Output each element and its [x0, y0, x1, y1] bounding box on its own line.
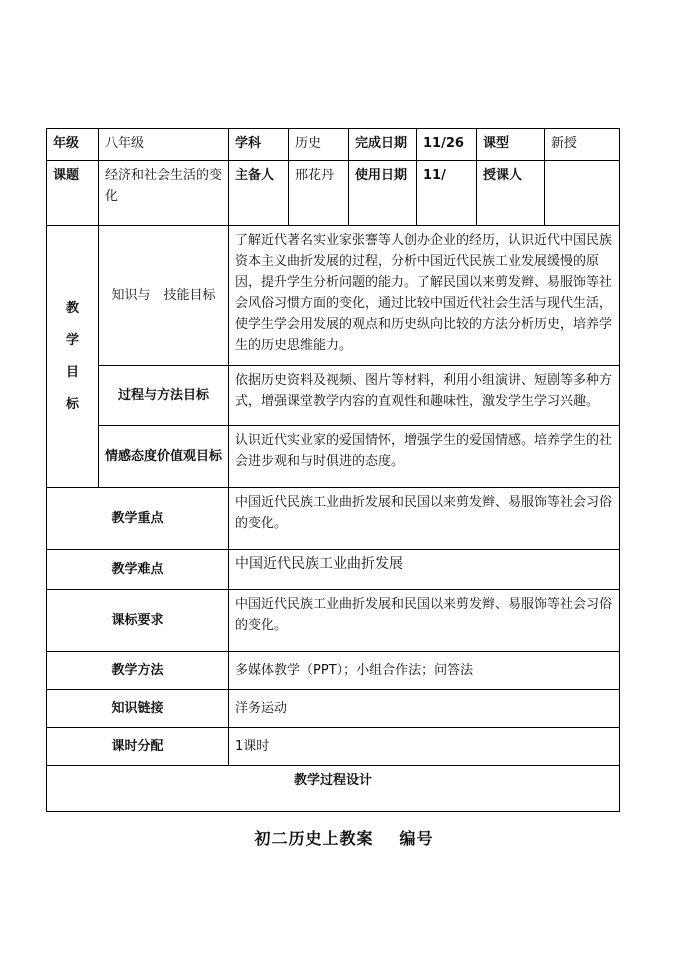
teaching-goals-label [47, 226, 99, 488]
type-label: 课型 [477, 129, 545, 161]
grade-value: 八年级 [99, 129, 229, 161]
goals-char: 学 [65, 332, 79, 348]
process-goal-label: 过程与方法目标 [99, 366, 229, 426]
date-use-value: 11/ [417, 161, 477, 226]
subject-label: 学科 [229, 129, 289, 161]
goals-char: 目 [65, 364, 79, 380]
difficult-point-label: 教学难点 [47, 550, 229, 590]
standard-label: 课标要求 [47, 590, 229, 652]
preparer-value: 邢花丹 [289, 161, 349, 226]
knowledge-goal-label: 知识与 技能目标 [99, 226, 229, 366]
preparer-label: 主备人 [229, 161, 289, 226]
footer-number-label: 编号 [399, 829, 434, 848]
date-done-label: 完成日期 [349, 129, 417, 161]
key-point-label: 教学重点 [47, 488, 229, 550]
standard-text: 中国近代民族工业曲折发展和民国以来剪发辫、易服饰等社会习俗的变化。 [229, 590, 620, 652]
date-use-label: 使用日期 [349, 161, 417, 226]
process-goal-text: 依据历史资料及视频、图片等材料，利用小组演讲、短剧等多种方式，增强课堂教学内容的直观性和趣味性，激发学生学习兴趣。 [229, 366, 620, 426]
footer-title [0, 826, 688, 849]
type-value: 新授 [545, 129, 620, 161]
footer-title-text: 初二历史上教案 [254, 829, 374, 848]
hours-text: 1课时 [229, 728, 620, 766]
key-point-text: 中国近代民族工业曲折发展和民国以来剪发辫、易服饰等社会习俗的变化。 [229, 488, 620, 550]
emotion-goal-text: 认识近代实业家的爱国情怀，增强学生的爱国情感。培养学生的社会进步观和与时俱进的态度。 [229, 426, 620, 488]
process-design-header: 教学过程设计 [47, 766, 620, 812]
knowledge-goal-text: 了解近代著名实业家张謇等人创办企业的经历，认识近代中国民族资本主义曲折发展的过程，分析中国近代民族工业发展缓慢的原因，提升学生分析问题的能力。了解民国以来剪发辫、易服饰等社会风俗习惯方面的变化，通过比较中国近代社会生活与现代生活，使学生学会用发展的观点和历史纵向比较的方法分析历史，培养学生的历史思维能力。 [229, 226, 620, 366]
teacher-label: 授课人 [477, 161, 545, 226]
goals-char: 教 [65, 300, 79, 316]
method-label: 教学方法 [47, 652, 229, 690]
date-done-value: 11/26 [417, 129, 477, 161]
topic-label: 课题 [47, 161, 99, 226]
method-text: 多媒体教学（PPT）；小组合作法；问答法 [229, 652, 620, 690]
knowledge-link-label: 知识链接 [47, 690, 229, 728]
emotion-goal-label: 情感态度价值观目标 [99, 426, 229, 488]
hours-label: 课时分配 [47, 728, 229, 766]
lesson-plan-table [46, 128, 620, 812]
subject-value: 历史 [289, 129, 349, 161]
topic-value: 经济和社会生活的变化 [99, 161, 229, 226]
teacher-value [545, 161, 620, 226]
goals-char: 标 [65, 396, 79, 412]
knowledge-link-text: 洋务运动 [229, 690, 620, 728]
difficult-point-text: 中国近代民族工业曲折发展 [229, 550, 620, 590]
grade-label: 年级 [47, 129, 99, 161]
